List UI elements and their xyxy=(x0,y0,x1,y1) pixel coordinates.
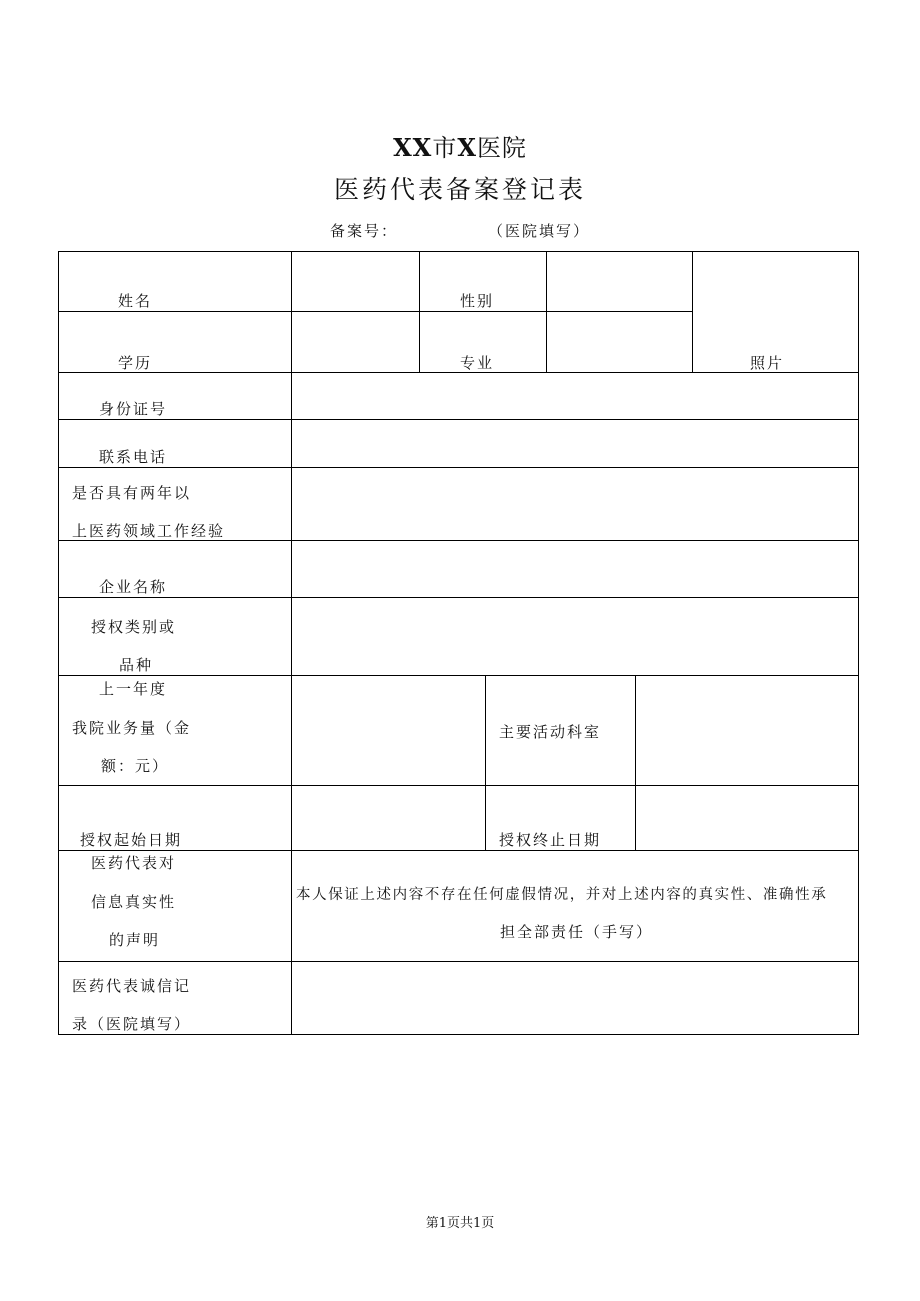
photo-label: 照片 xyxy=(750,354,785,372)
record-number-note: （医院填写） xyxy=(488,222,591,240)
table-border xyxy=(59,252,859,1035)
hospital-suffix: 医院 xyxy=(476,134,527,162)
hospital-prefix: XX xyxy=(393,133,433,162)
auth-start-date-label: 授权起始日期 xyxy=(80,831,183,849)
form-title: 医药代表备案登记表 xyxy=(333,175,586,204)
experience-label-line2: 上医药领域工作经验 xyxy=(72,522,226,540)
record-number-label: 备案号： xyxy=(330,222,399,240)
phone-label: 联系电话 xyxy=(99,448,168,466)
declaration-text-line1: 本人保证上述内容不存在任何虚假情况，并对上述内容的真实性、准确性承 xyxy=(296,887,828,903)
auth-end-date-label: 授权终止日期 xyxy=(499,831,602,849)
main-department-label: 主要活动科室 xyxy=(499,723,602,741)
declaration-text-line2: 担全部责任（手写） xyxy=(500,923,654,941)
hospital-letter: X xyxy=(457,133,477,162)
hospital-city: 市 xyxy=(432,134,458,162)
credit-record-label-line2: 录（医院填写） xyxy=(72,1015,192,1033)
id-number-label: 身份证号 xyxy=(99,400,168,418)
name-label: 姓名 xyxy=(118,292,153,310)
credit-record-label-line1: 医药代表诚信记 xyxy=(72,977,192,995)
experience-label-line1: 是否具有两年以 xyxy=(72,484,192,502)
volume-label-line2: 我院业务量（金 xyxy=(72,719,192,737)
declaration-label-line1: 医药代表对 xyxy=(91,854,177,872)
gender-label: 性别 xyxy=(460,292,495,310)
volume-label-line1: 上一年度 xyxy=(99,680,168,698)
declaration-label-line3: 的声明 xyxy=(109,931,161,949)
auth-type-label-line2: 品种 xyxy=(119,656,154,674)
major-label: 专业 xyxy=(460,354,495,372)
education-label: 学历 xyxy=(118,354,153,372)
page-number: 第1页共1页 xyxy=(425,1216,495,1231)
company-label: 企业名称 xyxy=(99,578,168,596)
volume-label-line3: 额：元） xyxy=(101,757,170,775)
declaration-label-line2: 信息真实性 xyxy=(91,893,177,911)
auth-type-label-line1: 授权类别或 xyxy=(91,618,177,636)
